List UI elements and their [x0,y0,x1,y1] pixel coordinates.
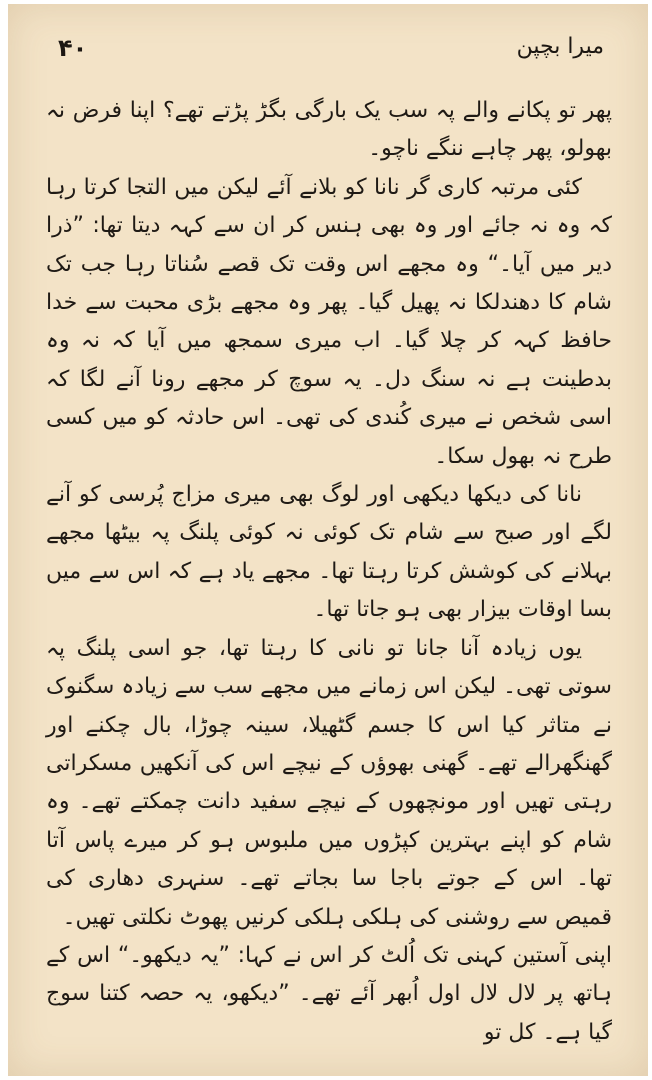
paragraph: پھر تو پکانے والے پہ سب یک بارگی بگڑ پڑتے تھے؟ اپنا فرض نہ بھولو، پھر چاہے ننگے ناچو۔ [46,98,612,162]
paragraph: نانا کی دیکھا دیکھی اور لوگ بھی میری مزاج پُرسی کو آنے لگے اور صبح سے شام تک کوئی نہ کوئی پلنگ پہ بیٹھا مجھے بہلانے کی کوشش کرتا رہتا تھا۔ مجھے یاد ہے کہ اس سے میں بسا اوقات بیزار بھی ہو جاتا تھا۔ [46,482,612,623]
page-header [44,24,612,68]
paragraph: اپنی آستین کہنی تک اُلٹ کر اس نے کہا: ”یہ دیکھو۔“ اس کے ہاتھ پر لال لال اول اُبھر آئے تھے۔ ”دیکھو، یہ حصہ کتنا سوج گیا ہے۔ کل تو [46,942,612,1045]
page-number: ۴۰ [58,34,88,62]
paragraph: یوں زیادہ آنا جانا تو نانی کا رہتا تھا، جو اسی پلنگ پہ سوتی تھی۔ لیکن اس زمانے میں مجھے سب سے زیادہ سگنوک نے متاثر کیا اس کا جسم گٹھیلا، سینہ چوڑا، بال چکنے اور گھنگھرالے تھے۔ گھنی بھوؤں کے نیچے اس کی آنکھیں مسکراتی رہتی تھیں اور مونچھوں کے نیچے سفید دانت چمکتے تھے۔ وہ شام کو اپنے بہترین کپڑوں میں ملبوس ہو کر میرے پاس آتا تھا۔ اس کے جوتے باجا سا بجاتے تھے۔ سنہری دھاری کی قمیص سے روشنی کی ہلکی ہلکی کرنیں پھوٹ نکلتی تھیں۔ [46,635,612,930]
book-page [8,4,648,1076]
body-text [46,92,612,1052]
paragraph: کئی مرتبہ کاری گر نانا کو بلانے آئے لیکن میں التجا کرتا رہا کہ وہ نہ جائے اور وہ بھی ہنس کر ان سے کہہ دیتا تھا: ”ذرا دیر میں آیا۔“ وہ مجھے اس وقت تک قصے سُناتا رہا جب تک شام کا دھندلکا نہ پھیل گیا۔ پھر وہ مجھے بڑی محبت سے خدا حافظ کہہ کر چلا گیا۔ اب میری سمجھ میں آیا کہ نہ وہ بدطینت ہے نہ سنگ دل۔ یہ سوچ کر مجھے رونا آنے لگا کہ اسی شخص نے میری کُندی کی تھی۔ اس حادثہ کو میں کسی طرح نہ بھول سکا۔ [46,174,612,469]
running-title: میرا بچپن [516,34,604,59]
